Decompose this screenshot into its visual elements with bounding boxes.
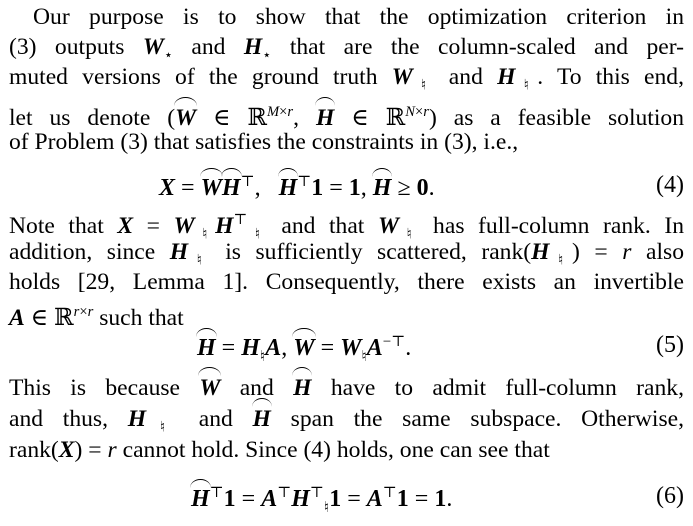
para1-line2: (3) outputs $W_⋆$ and $H_⋆$ that are the column-scaled and per- (9, 34, 685, 64)
para1-line1: Our purpose is to show that the optimization criterion in (33, 4, 684, 30)
equation-4-number: (4) (656, 172, 684, 198)
equation-6: $H^⊤1 = A^⊤H^⊤_♮1 = A^⊤1 = 1$. (6) (191, 483, 684, 516)
para3-line1: This is because W and H have to admit full-column rank, (9, 375, 684, 401)
para3-line3: rank(X) = r cannot hold. Since (4) holds, one can see that (9, 437, 550, 463)
para2-line3: holds [29, Lemma 1]. Consequently, there exists an invertible (9, 269, 684, 295)
para1-line3: muted versions of the ground truth $W_♮$ and $H_♮$. To this end, (9, 64, 685, 94)
para2-line2: addition, since $H_♮$ is sufficiently scattered, $rank(H_♮) = r$ also (9, 239, 684, 269)
equation-6-number: (6) (656, 483, 684, 509)
equation-5-number: (5) (656, 332, 684, 358)
para1-line5: of Problem (3) that satisfies the constraints in (3), i.e., (9, 129, 519, 155)
para1-line4: let us denote (W ∈ ℝ$^{M\times r}$, H ∈ ℝ$^{N\times r}$) as a feasible solution (9, 104, 685, 131)
equation-5: $H = H_♮A$, $W = W_♮A^{-⊤}$. (5) (197, 332, 684, 365)
equation-4: X = WH⊤, H⊤1 = 1, H ≥ 0. (4) (159, 172, 684, 201)
para3-line2: and thus, $H_♮$ and H span the same subspace. Otherwise, (9, 406, 685, 436)
para2-line1: Note that $X = W_♮H^⊤_♮$ and that $W_♮$ has full-column rank. In (9, 212, 685, 243)
para2-line4: A ∈ ℝ$^{r\times r}$ such that (9, 304, 184, 331)
